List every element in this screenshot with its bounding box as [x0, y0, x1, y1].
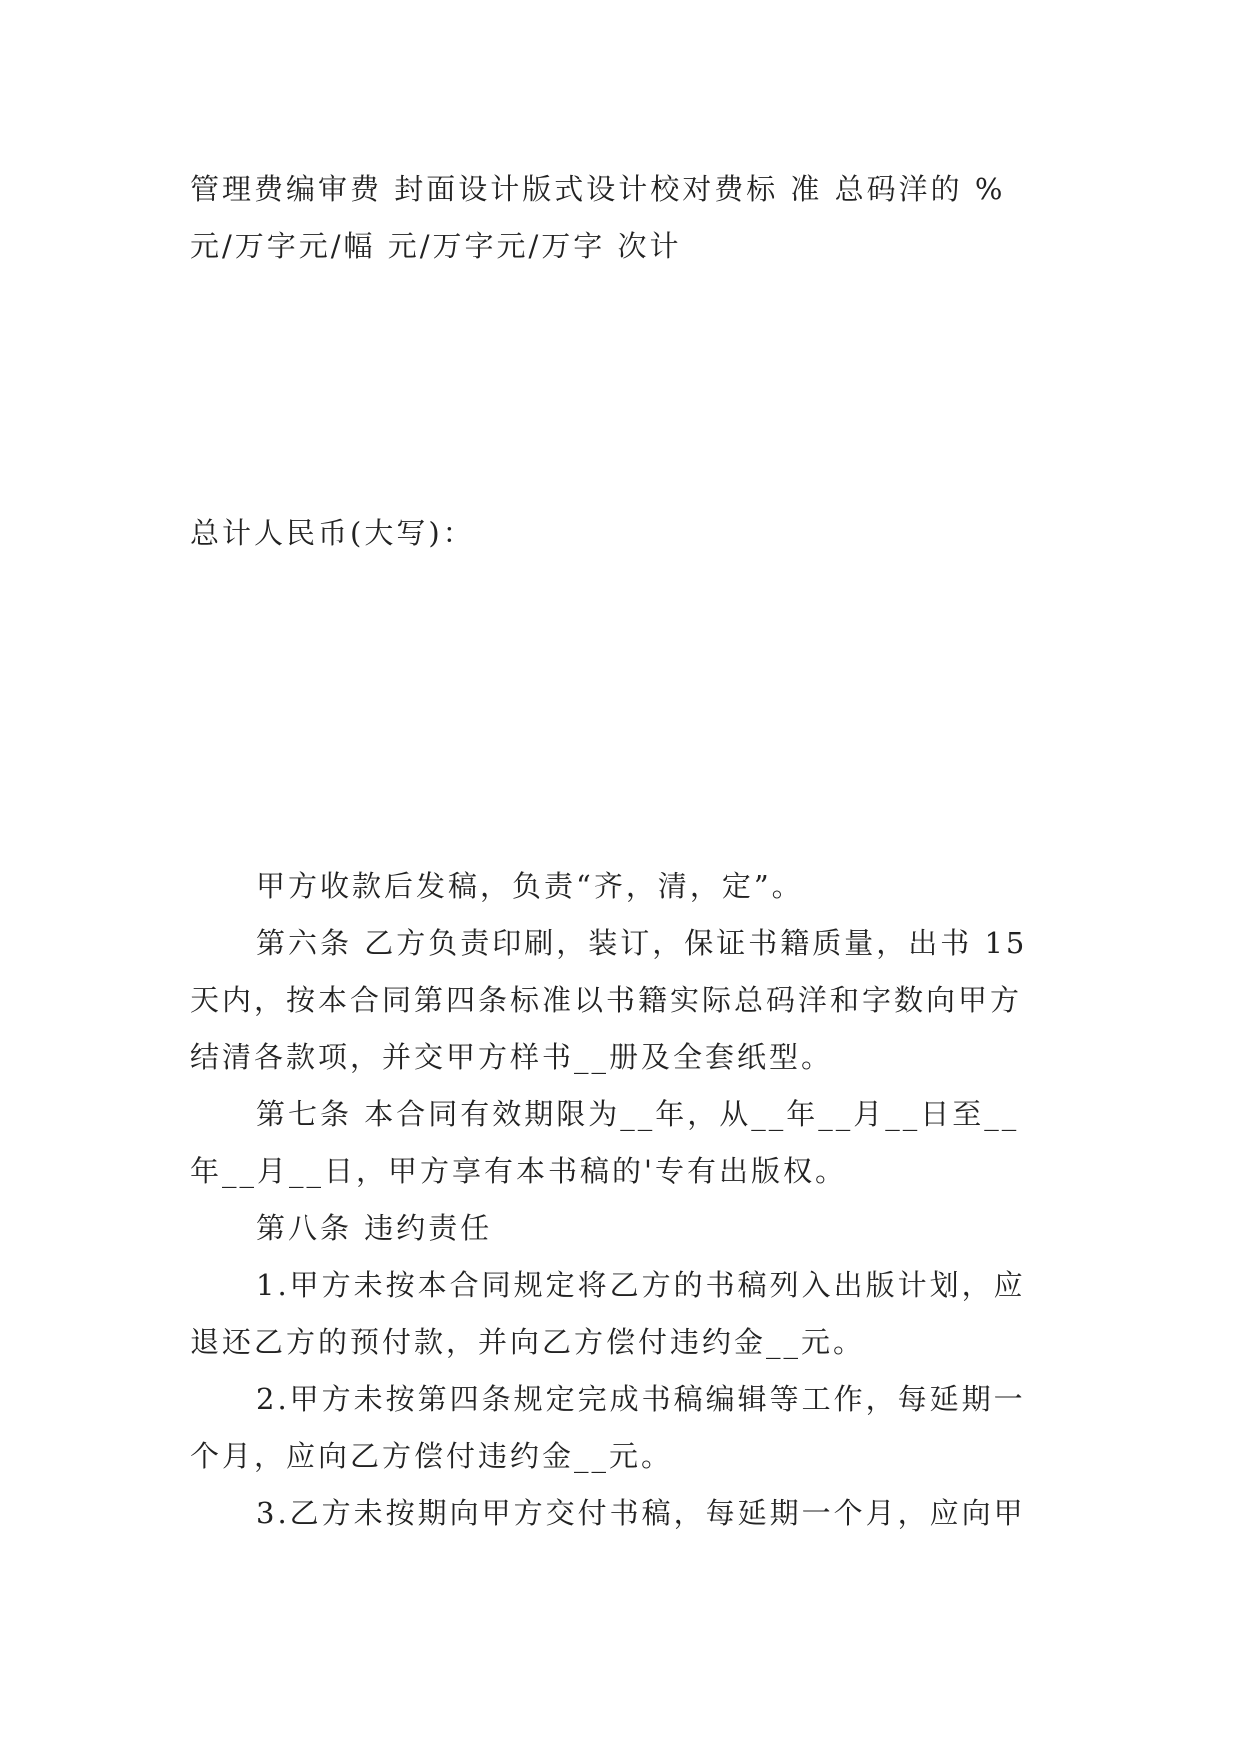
fee-table-line-2: 元/万字元/幅 元/万字元/万字 次计	[190, 229, 682, 263]
total-amount-label: 总计人民币(大写)：	[190, 516, 475, 550]
article-6-line-2: 天内，按本合同第四条标准以书籍实际总码洋和字数向甲方	[190, 983, 1023, 1017]
article-8-heading: 第八条 违约责任	[256, 1211, 493, 1245]
article-7-line-1: 第七条 本合同有效期限为__年，从__年__月__日至__	[256, 1097, 1020, 1131]
breach-clause-1-line-1: 1.甲方未按本合同规定将乙方的书稿列入出版计划，应	[256, 1268, 1026, 1302]
paragraph-delivery: 甲方收款后发稿，负责“齐，清，定”。	[256, 869, 804, 903]
article-6-line-1: 第六条 乙方负责印刷，装订，保证书籍质量，出书 15	[256, 926, 1028, 960]
breach-clause-2-line-1: 2.甲方未按第四条规定完成书稿编辑等工作，每延期一	[256, 1382, 1026, 1416]
article-6-line-3: 结清各款项，并交甲方样书__册及全套纸型。	[190, 1040, 834, 1074]
breach-clause-1-line-2: 退还乙方的预付款，并向乙方偿付违约金__元。	[190, 1325, 866, 1359]
fee-table-line-1: 管理费编审费 封面设计版式设计校对费标 准 总码洋的 %	[190, 172, 1006, 206]
breach-clause-3-line-1: 3.乙方未按期向甲方交付书稿，每延期一个月，应向甲	[256, 1496, 1026, 1530]
breach-clause-2-line-2: 个月，应向乙方偿付违约金__元。	[190, 1439, 674, 1473]
article-7-line-2: 年__月__日，甲方享有本书稿的'专有出版权。	[190, 1154, 847, 1188]
